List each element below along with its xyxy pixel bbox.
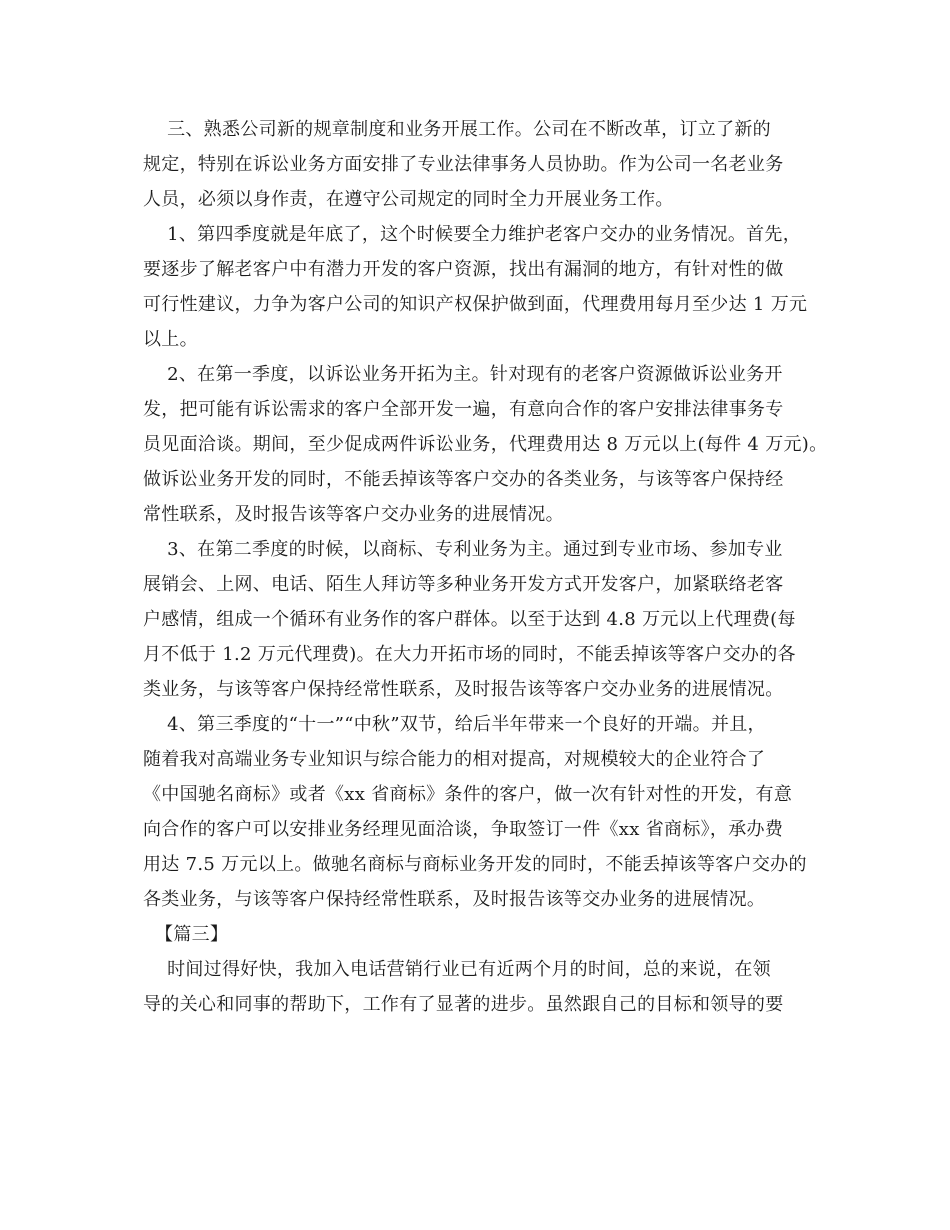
paragraph-line: 类业务，与该等客户保持经常性联系，及时报告该等客户交办业务的进展情况。 xyxy=(143,679,784,700)
paragraph-line: 规定，特别在诉讼业务方面安排了专业法律事务人员协助。作为公司一名老业务 xyxy=(143,154,784,175)
paragraph-line: 发，把可能有诉讼需求的客户全部开发一遍，有意向合作的客户安排法律事务专 xyxy=(143,399,784,420)
paragraph-line: 1、第四季度就是年底了，这个时候要全力维护老客户交办的业务情况。首先， xyxy=(143,224,802,245)
paragraph-line: 《中国驰名商标》或者《xx 省商标》条件的客户，做一次有针对性的开发，有意 xyxy=(143,784,793,805)
paragraph-line: 三、熟悉公司新的规章制度和业务开展工作。公司在不断改革，订立了新的 xyxy=(143,119,771,140)
paragraph-line: 常性联系，及时报告该等客户交办业务的进展情况。 xyxy=(143,504,564,525)
paragraph-line: 各类业务，与该等客户保持经常性联系，及时报告该等交办业务的进展情况。 xyxy=(143,889,766,910)
paragraph-line: 人员，必须以身作责，在遵守公司规定的同时全力开展业务工作。 xyxy=(143,189,674,210)
paragraph-line: 做诉讼业务开发的同时，不能丢掉该等客户交办的各类业务，与该等客户保持经 xyxy=(143,469,784,490)
paragraph-line: 导的关心和同事的帮助下，工作有了显著的进步。虽然跟自己的目标和领导的要 xyxy=(143,994,784,1015)
paragraph-line: 要逐步了解老客户中有潜力开发的客户资源，找出有漏洞的地方，有针对性的做 xyxy=(143,259,784,280)
paragraph-line: 用达 7.5 万元以上。做驰名商标与商标业务开发的同时，不能丢掉该等客户交办的 xyxy=(143,854,807,875)
paragraph-line: 员见面洽谈。期间，至少促成两件诉讼业务，代理费用达 8 万元以上(每件 4 万元)。 xyxy=(143,434,828,455)
paragraph-line: 向合作的客户可以安排业务经理见面洽谈，争取签订一件《xx 省商标》，承办费 xyxy=(143,819,784,840)
paragraph-line: 展销会、上网、电话、陌生人拜访等多种业务开发方式开发客户，加紧联络老客 xyxy=(143,574,784,595)
paragraph-line: 月不低于 1.2 万元代理费)。在大力开拓市场的同时，不能丢掉该等客户交办的各 xyxy=(143,644,796,665)
paragraph-line: 以上。 xyxy=(143,329,198,350)
paragraph-line: 随着我对高端业务专业知识与综合能力的相对提高，对规模较大的企业符合了 xyxy=(143,749,766,770)
paragraph-line: 户感情，组成一个循环有业务作的客户群体。以至于达到 4.8 万元以上代理费(每 xyxy=(143,609,796,630)
section-heading: 【篇三】 xyxy=(143,924,229,945)
paragraph-line: 4、第三季度的“十一”“中秋”双节，给后半年带来一个良好的开端。并且， xyxy=(143,714,766,735)
paragraph-line: 时间过得好快，我加入电话营销行业已有近两个月的时间，总的来说，在领 xyxy=(143,959,771,980)
paragraph-line: 可行性建议，力争为客户公司的知识产权保护做到面，代理费用每月至少达 1 万元 xyxy=(143,294,808,315)
paragraph-line: 3、在第二季度的时候，以商标、专利业务为主。通过到专业市场、参加专业 xyxy=(143,539,783,560)
paragraph-line: 2、在第一季度，以诉讼业务开拓为主。针对现有的老客户资源做诉讼业务开 xyxy=(143,364,783,385)
